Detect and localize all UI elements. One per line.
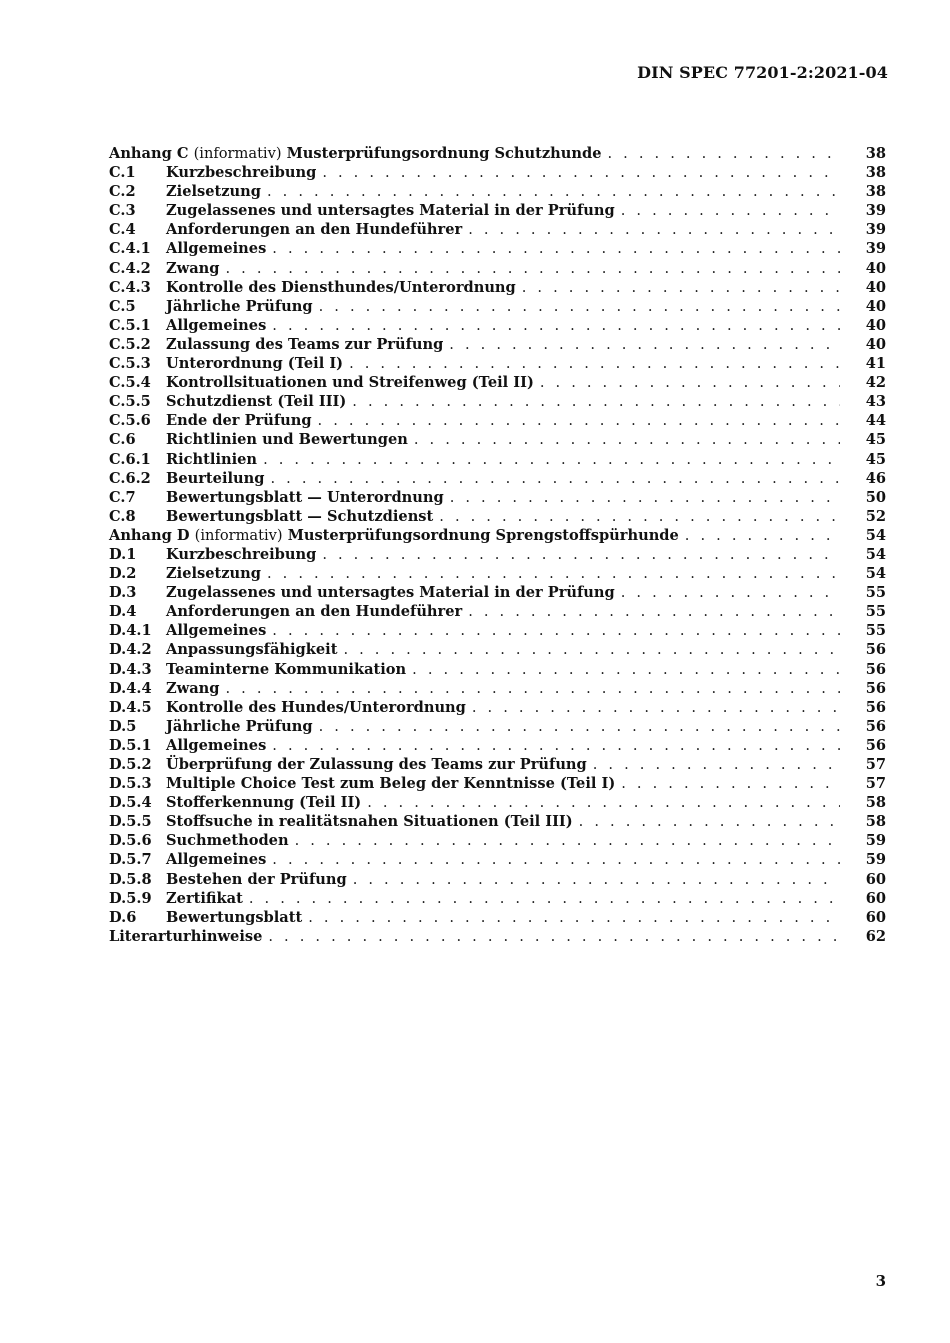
toc-page-number: 55 [865, 622, 886, 640]
toc-entry-title: Richtlinien [166, 450, 258, 468]
toc-page-number: 60 [865, 889, 886, 907]
toc-page-number: 60 [865, 870, 886, 888]
toc-entry-number: D.6 [109, 908, 137, 926]
toc-entry[interactable] [109, 698, 886, 717]
dot-leader [272, 316, 840, 335]
toc-page-number: 38 [865, 145, 886, 162]
dot-leader [267, 182, 840, 201]
toc-entry[interactable] [109, 831, 886, 850]
toc-entry[interactable] [109, 602, 886, 621]
dot-leader [308, 908, 840, 927]
toc-entry-number: C.5.2 [109, 335, 151, 353]
toc-page-number: 38 [865, 183, 886, 201]
toc-entry[interactable] [109, 163, 886, 182]
toc-entry-number: D.4 [109, 603, 137, 621]
toc-entry[interactable] [109, 182, 886, 201]
toc-entry-title: Anforderungen an den Hundeführer [166, 603, 463, 621]
toc-entry-number: D.5.7 [109, 851, 152, 869]
toc-page-number: 56 [865, 698, 886, 716]
toc-page-number: 58 [865, 813, 886, 831]
toc-entry-number: C.2 [109, 183, 136, 201]
toc-entry-title: Jährliche Prüfung [166, 717, 313, 735]
dot-leader [685, 526, 840, 545]
annex-heading [109, 526, 679, 545]
toc-entry-number: C.5 [109, 297, 136, 315]
toc-entry[interactable] [109, 316, 886, 335]
toc-entry-title: Zwang [166, 679, 220, 697]
dot-leader [349, 354, 840, 373]
dot-leader [295, 831, 840, 850]
toc-page-number: 43 [865, 393, 886, 411]
toc-entry-number: C.4.3 [109, 278, 151, 296]
toc-entry-number: C.5.3 [109, 355, 151, 373]
toc-entry[interactable] [109, 545, 886, 564]
toc-entry[interactable] [109, 392, 886, 411]
dot-leader [621, 774, 840, 793]
toc-entry[interactable] [109, 850, 886, 869]
toc-page-number: 58 [865, 794, 886, 812]
toc-entry[interactable] [109, 660, 886, 679]
toc-page-number: 40 [865, 278, 886, 296]
toc-entry-number: C.5.4 [109, 374, 151, 392]
toc-entry-title: Multiple Choice Test zum Beleg der Kenntnisse (Teil I) [166, 775, 616, 793]
table-of-contents [109, 144, 886, 946]
toc-entry-number: D.5.9 [109, 889, 152, 907]
toc-entry-title: Allgemeines [166, 316, 267, 334]
toc-entry-number: C.8 [109, 507, 136, 525]
toc-entry-number: C.6.2 [109, 469, 151, 487]
toc-entry-number: D.3 [109, 584, 137, 602]
toc-page-number: 54 [865, 545, 886, 563]
toc-entry[interactable] [109, 564, 886, 583]
toc-entry[interactable] [109, 335, 886, 354]
toc-entry-title: Zielsetzung [166, 183, 261, 201]
toc-page-number: 40 [865, 297, 886, 315]
toc-entry[interactable] [109, 278, 886, 297]
toc-page-number: 59 [865, 851, 886, 869]
toc-entry-number: C.4.2 [109, 259, 151, 277]
dot-leader [450, 488, 840, 507]
dot-leader [522, 278, 840, 297]
dot-leader [593, 755, 840, 774]
toc-entry-title: Kontrolle des Hundes/Unterordnung [166, 698, 466, 716]
annex-d-entries [109, 545, 886, 927]
dot-leader [540, 373, 840, 392]
toc-entry[interactable] [109, 679, 886, 698]
toc-page-number: 52 [865, 507, 886, 525]
toc-entry-title: Bestehen der Prüfung [166, 870, 347, 888]
toc-entry[interactable] [109, 507, 886, 526]
dot-leader [353, 870, 840, 889]
toc-entry-number: D.5.1 [109, 736, 152, 754]
toc-page-number: 39 [865, 221, 886, 239]
toc-entry[interactable] [109, 469, 886, 488]
toc-entry-title: Zugelassenes und untersagtes Material in der Prüfung [166, 202, 615, 220]
toc-page-number: 38 [865, 164, 886, 182]
toc-page-number: 55 [865, 584, 886, 602]
dot-leader [268, 927, 840, 946]
toc-entry-number: C.5.1 [109, 316, 151, 334]
toc-page-number: 45 [865, 450, 886, 468]
toc-entry-title: Literarturhinweise [109, 927, 263, 945]
toc-page-number: 40 [865, 335, 886, 353]
dot-leader [272, 850, 840, 869]
dot-leader [414, 430, 840, 449]
toc-entry[interactable] [109, 488, 886, 507]
toc-annex-d[interactable] [109, 526, 886, 545]
page-number: 3 [875, 1272, 886, 1290]
toc-entry-title: Kontrollsituationen und Streifenweg (Teil II) [166, 374, 534, 392]
toc-bibliography[interactable] [109, 927, 886, 946]
toc-entry-title: Allgemeines [166, 736, 267, 754]
toc-entry-title: Suchmethoden [166, 832, 289, 850]
toc-page-number: 40 [865, 259, 886, 277]
toc-entry-title: Bewertungsblatt — Schutzdienst [166, 507, 434, 525]
dot-leader [226, 679, 841, 698]
toc-entry[interactable] [109, 908, 886, 927]
dot-leader [272, 621, 840, 640]
toc-entry-title: Zertifikat [166, 889, 243, 907]
toc-page-number: 50 [865, 488, 886, 506]
toc-entry-title: Überprüfung der Zulassung des Teams zur Prüfung [166, 756, 587, 773]
toc-entry[interactable] [109, 774, 886, 793]
toc-entry-number: C.4 [109, 221, 136, 239]
dot-leader [352, 392, 840, 411]
toc-entry-title: Richtlinien und Bewertungen [166, 431, 408, 449]
annex-label: Anhang D [109, 526, 190, 544]
toc-entry-title: Beurteilung [166, 469, 265, 487]
toc-entry-number: D.1 [109, 545, 137, 563]
dot-leader [439, 507, 840, 526]
dot-leader [319, 297, 840, 316]
toc-entry-number: D.4.1 [109, 622, 152, 640]
toc-entry-title: Allgemeines [166, 622, 267, 640]
toc-page-number: 60 [865, 908, 886, 926]
toc-page-number: 56 [865, 641, 886, 659]
dot-leader [263, 450, 840, 469]
toc-page-number: 54 [865, 565, 886, 583]
toc-entry-title: Anpassungsfähigkeit [166, 641, 338, 659]
toc-page-number: 57 [865, 775, 886, 793]
toc-entry-number: D.4.5 [109, 698, 152, 716]
toc-entry-title: Ende der Prüfung [166, 412, 312, 430]
toc-page-number: 40 [865, 316, 886, 334]
toc-entry-title: Jährliche Prüfung [166, 297, 313, 315]
dot-leader [322, 545, 840, 564]
toc-page-number: 56 [865, 679, 886, 697]
toc-entry[interactable] [109, 297, 886, 316]
toc-entry-number: D.4.3 [109, 660, 152, 678]
annex-title: Musterprüfungsordnung Schutzhunde [286, 145, 602, 162]
toc-entry-number: C.6.1 [109, 450, 151, 468]
toc-entry-number: D.2 [109, 565, 137, 583]
toc-entry[interactable] [109, 870, 886, 889]
toc-entry[interactable] [109, 717, 886, 736]
toc-entry-title: Anforderungen an den Hundeführer [166, 221, 463, 239]
toc-page-number: 57 [865, 756, 886, 773]
toc-entry[interactable] [109, 793, 886, 812]
dot-leader [319, 717, 840, 736]
toc-entry-number: D.4.2 [109, 641, 152, 659]
annex-c-entries [109, 163, 886, 526]
toc-entry-title: Zwang [166, 259, 220, 277]
toc-entry[interactable] [109, 430, 886, 449]
toc-entry-title: Bewertungsblatt [166, 908, 303, 926]
toc-entry-title: Teaminterne Kommunikation [166, 660, 407, 678]
toc-entry[interactable] [109, 373, 886, 392]
dot-leader [226, 259, 841, 278]
annex-label: Anhang C [109, 145, 189, 162]
toc-page-number: 46 [865, 469, 886, 487]
toc-entry[interactable] [109, 259, 886, 278]
toc-page-number: 45 [865, 431, 886, 449]
toc-entry[interactable] [109, 755, 886, 774]
toc-entry[interactable] [109, 354, 886, 373]
dot-leader [367, 793, 840, 812]
toc-entry[interactable] [109, 201, 886, 220]
toc-entry-title: Bewertungsblatt — Unterordnung [166, 488, 444, 506]
toc-entry[interactable] [109, 736, 886, 755]
toc-entry-number: D.5.8 [109, 870, 152, 888]
dot-leader [272, 239, 840, 258]
toc-page-number: 55 [865, 603, 886, 621]
toc-entry-number: C.7 [109, 488, 136, 506]
toc-page-number: 42 [865, 374, 886, 392]
toc-entry-title: Zulassung des Teams zur Prüfung [166, 335, 444, 353]
dot-leader [579, 812, 840, 831]
toc-entry[interactable] [109, 812, 886, 831]
toc-entry-number: C.5.5 [109, 393, 151, 411]
toc-entry-title: Allgemeines [166, 851, 267, 869]
toc-entry[interactable] [109, 621, 886, 640]
toc-page-number: 62 [865, 927, 886, 945]
toc-entry-number: D.5.5 [109, 813, 152, 831]
toc-entry[interactable] [109, 889, 886, 908]
dot-leader [318, 411, 840, 430]
toc-entry[interactable] [109, 411, 886, 430]
annex-type: (informativ) [193, 145, 282, 162]
toc-entry-number: D.5.6 [109, 832, 152, 850]
toc-entry[interactable] [109, 239, 886, 258]
toc-entry-number: D.5.4 [109, 794, 152, 812]
toc-entry-number: C.5.6 [109, 412, 151, 430]
toc-entry-title: Stoffsuche in realitätsnahen Situationen (Teil III) [166, 813, 573, 831]
toc-entry-number: C.6 [109, 431, 136, 449]
annex-type: (informativ) [194, 526, 283, 544]
toc-entry-number: C.3 [109, 202, 136, 220]
toc-page-number: 39 [865, 240, 886, 258]
toc-entry-number: C.4.1 [109, 240, 151, 258]
toc-entry-number: D.4.4 [109, 679, 152, 697]
dot-leader [412, 660, 840, 679]
dot-leader [343, 640, 840, 659]
toc-page-number: 39 [865, 202, 886, 220]
toc-page-number: 56 [865, 660, 886, 678]
toc-entry[interactable] [109, 450, 886, 469]
dot-leader [468, 220, 840, 239]
dot-leader [322, 163, 840, 182]
toc-entry-title: Schutzdienst (Teil III) [166, 393, 347, 411]
dot-leader [449, 335, 840, 354]
dot-leader [267, 564, 840, 583]
toc-entry-title: Kontrolle des Diensthundes/Unterordnung [166, 278, 516, 296]
dot-leader [472, 698, 840, 717]
toc-entry-number: D.5.3 [109, 775, 152, 793]
dot-leader [608, 144, 841, 163]
toc-entry[interactable] [109, 220, 886, 239]
toc-page-number: 59 [865, 832, 886, 850]
toc-entry-title: Stofferkennung (Teil II) [166, 794, 362, 812]
dot-leader [272, 736, 840, 755]
annex-heading [109, 144, 602, 163]
toc-page-number: 56 [865, 736, 886, 754]
toc-entry-title: Zugelassenes und untersagtes Material in der Prüfung [166, 584, 615, 602]
toc-entry-title: Zielsetzung [166, 565, 261, 583]
toc-entry-number: C.1 [109, 164, 136, 182]
toc-page-number: 44 [865, 412, 886, 430]
toc-entry-title: Allgemeines [166, 240, 267, 258]
annex-title: Musterprüfungsordnung Sprengstoffspürhunde [287, 526, 679, 544]
toc-page-number: 54 [865, 526, 886, 544]
dot-leader [621, 201, 840, 220]
dot-leader [468, 602, 840, 621]
dot-leader [249, 889, 840, 908]
dot-leader [621, 583, 840, 602]
toc-entry-number: D.5.2 [109, 756, 152, 773]
toc-entry-title: Kurzbeschreibung [166, 545, 317, 563]
toc-entry[interactable] [109, 583, 886, 602]
document-id: DIN SPEC 77201-2:2021-04 [637, 63, 888, 82]
toc-entry-title: Unterordnung (Teil I) [166, 355, 344, 373]
dot-leader [270, 469, 840, 488]
toc-entry-title: Kurzbeschreibung [166, 164, 317, 182]
toc-entry-number: D.5 [109, 717, 137, 735]
toc-page-number: 41 [865, 355, 886, 373]
toc-annex-c[interactable] [109, 144, 886, 163]
toc-page-number: 56 [865, 717, 886, 735]
toc-entry[interactable] [109, 640, 886, 659]
